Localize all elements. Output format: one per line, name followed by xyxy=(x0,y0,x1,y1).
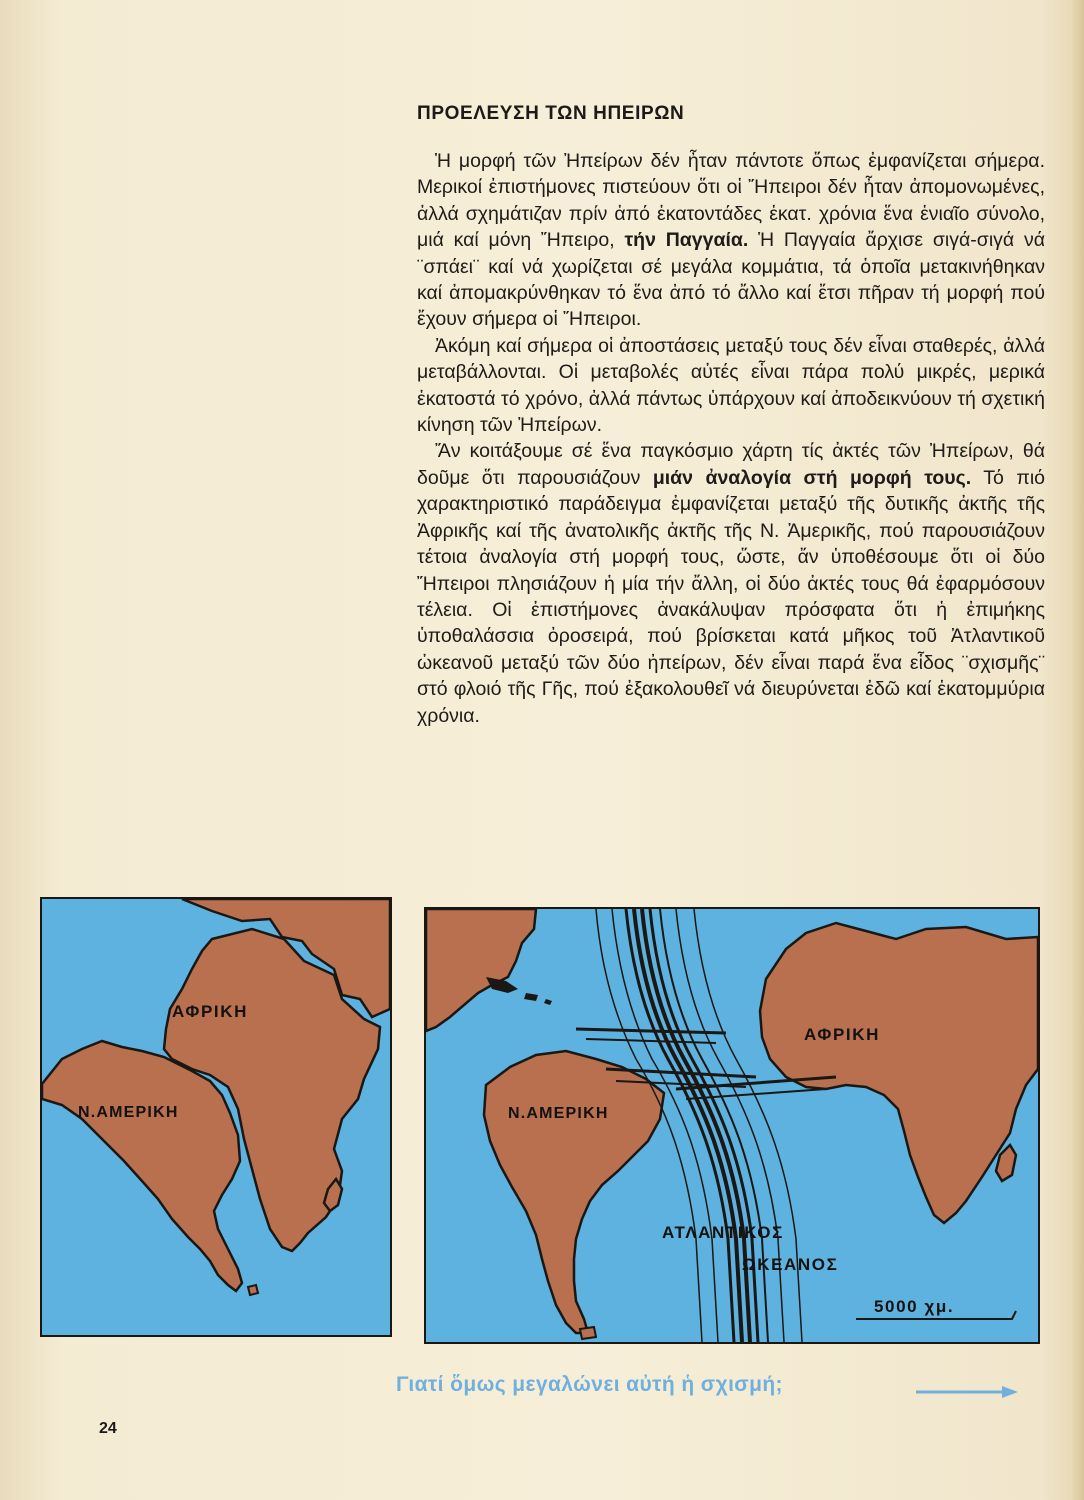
page-edge xyxy=(1070,0,1084,1500)
left-map-s-america-label: Ν.ΑΜΕΡΙΚΗ xyxy=(78,1104,179,1121)
paragraph-3-text-c: Τό πιό χαρακτηριστικό παράδειγμα ἐμφανίζεται μεταξύ τῆς δυτικῆς ἀκτῆς τῆς Ἀφρικῆς καί τῆς ἀνατολικῆς ἀκτῆς τῆς Ν. Ἀμερικῆς, πού παρουσιάζουν τέτοια ἀναλογία στή μορφή τους, ὥστε, ἄν ὑποθέσουμε ὅτι οἱ δύο Ἤπειροι πλησιάζουν ἡ μία τήν ἄλλη, οἱ δύο ἀκτές τους θά ἐφαρμόσουν τέλεια. Οἱ ἐπιστήμονες ἀνακάλυψαν πρόσφατα ὅτι ἡ ἐπιμήκης ὑποθαλάσσια ὀροσειρά, πού βρίσκεται κατά μῆκος τοῦ Ἀτλαντικοῦ ὠκεανοῦ μεταξύ τῶν δύο ἠπείρων, δέν εἶναι παρά ἕνα εἶδος ¨σχισμῆς¨ στό φλοιό τῆς Γῆς, πού ἐξακολουθεῖ νά διευρύνεται ἐδῶ καί ἑκατομμύρια χρόνια. xyxy=(417,466,1046,727)
tierra-del-fuego-shape xyxy=(580,1327,596,1339)
paragraph-1-bold: τήν Παγγαία. xyxy=(624,229,749,252)
map-present-svg xyxy=(426,909,1038,1342)
right-map-africa-label: ΑΦΡΙΚΗ xyxy=(804,1025,880,1044)
right-map-s-america-label: Ν.ΑΜΕΡΙΚΗ xyxy=(508,1105,609,1122)
caribbean-island-3 xyxy=(544,999,552,1005)
south-america-shape xyxy=(42,1041,242,1291)
paragraph-3 xyxy=(417,438,1045,728)
arrow-right-icon xyxy=(916,1385,1020,1399)
page-number: 24 xyxy=(99,1420,117,1437)
page-title: ΠΡΟΕΛΕΥΣΗ ΤΩΝ ΗΠΕΙΡΩΝ xyxy=(417,103,685,124)
paragraph-2-text: Ἀκόμη καί σήμερα οἱ ἀποστάσεις μεταξύ τους δέν εἶναι σταθερές, ἀλλά μεταβάλλονται. Οἱ μεταβολές αὐτές εἶναι πάρα πολύ μικρές, μερικά ἑκατοστά τό χρόνο, ἀλλά πάντως ὑπάρχουν καί ἀποδεικνύουν τή σχετική κίνηση τῶν Ἠπείρων. xyxy=(417,334,1045,437)
map-present-continents xyxy=(424,907,1040,1344)
left-map-africa-label: ΑΦΡΙΚΗ xyxy=(172,1002,248,1021)
paragraph-1-text-a: Ἡ μορφή τῶν Ἠπείρων δέν ἦταν πάντοτε ὅπως ἐμφανίζεται σήμερα. Μερικοί ἐπιστήμονες πιστεύουν ὅτι οἱ Ἤπειροι δέν ἦταν ἀπομονωμένες, ἀλλά σχημάτιζαν πρίν ἀπό ἑκατοντάδες ἑκατ. χρόνια ἕνα ἑνιαῖο σύνολο, μιά καί μόνη Ἤπειρο, xyxy=(417,150,1045,252)
paragraph-3-text-a: Ἄν κοιτάξουμε σέ ἕνα παγκόσμιο χάρτη τίς ἀκτές τῶν Ἠπείρων, θά δοῦμε ὅτι παρουσιάζουν xyxy=(417,440,1045,489)
map-joined-continents xyxy=(40,897,392,1337)
south-america-shape xyxy=(484,1051,664,1333)
question-text: Γιατί ὅμως μεγαλώνει αὐτή ἡ σχισμή; xyxy=(396,1373,783,1396)
paragraph-1-text-c: Ἡ Παγγαία ἄρχισε σιγά-σιγά νά ¨σπάει¨ καί νά χωρίζεται σέ μεγάλα κομμάτια, τά ὁποῖα μετακινήθηκαν καί ἀπομακρύνθηκαν τό ἕνα ἀπό τό ἄλλο καί ἔτσι πῆραν τή μορφή πού ἔχουν σήμερα οἱ Ἤπειροι. xyxy=(417,229,1045,331)
paragraph-2 xyxy=(417,333,1045,439)
africa-shape xyxy=(760,923,1038,1223)
tierra-del-fuego-shape xyxy=(248,1285,258,1295)
ocean-label-line2: ΩΚΕΑΝΟΣ xyxy=(742,1255,839,1274)
paragraph-1 xyxy=(417,148,1045,333)
north-america-shape xyxy=(426,909,536,1031)
caribbean-island-2 xyxy=(524,993,538,1001)
paragraph-3-bold: μιάν ἀναλογία στή μορφή τους. xyxy=(652,466,972,489)
ocean-label-line1: ΑΤΛΑΝΤΙΚΟΣ xyxy=(662,1223,784,1242)
scale-label: 5000 χμ. xyxy=(874,1297,955,1316)
body-text xyxy=(417,148,1045,729)
